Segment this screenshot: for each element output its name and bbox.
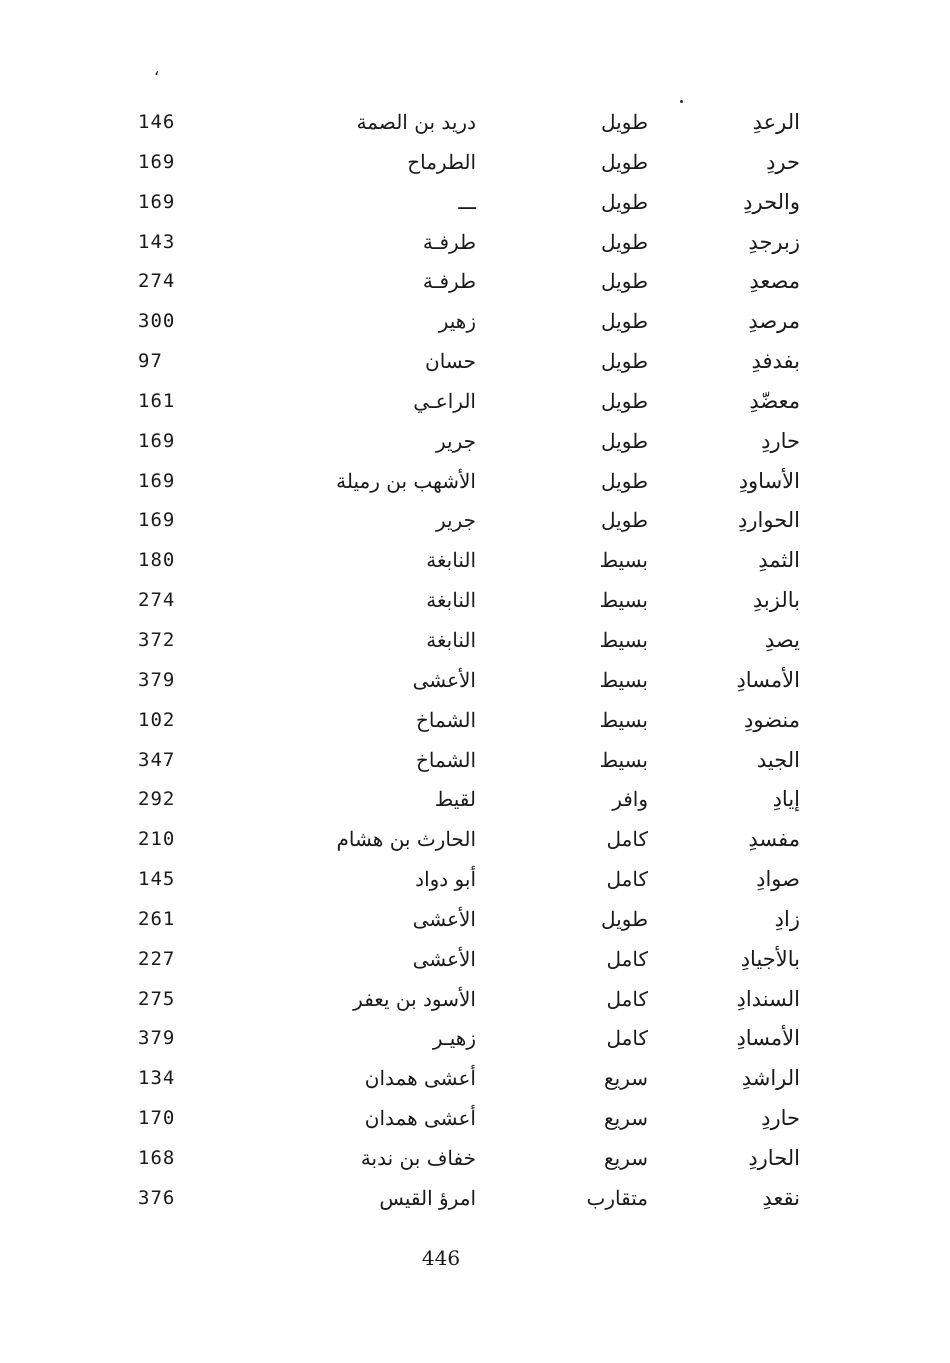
poet-name: طرفـة [422, 229, 476, 254]
meter-name: كامل [606, 827, 648, 852]
poet-name: خفاف بن ندبة [360, 1145, 476, 1170]
page-reference: 274 [138, 270, 176, 293]
rhyme-word: حاردِ [761, 428, 800, 453]
page-number: 446 [421, 1246, 461, 1270]
table-row [0, 421, 950, 461]
table-row [0, 580, 950, 620]
rhyme-word: حردِ [766, 149, 800, 174]
page-reference: 210 [138, 828, 176, 851]
table-row [0, 381, 950, 421]
table-row [0, 700, 950, 740]
page-reference: 292 [138, 788, 176, 811]
meter-name: بسيط [599, 588, 648, 613]
table-row [0, 660, 950, 700]
table-row [0, 939, 950, 979]
table-row [0, 1138, 950, 1178]
poet-name: الشماخ [415, 707, 476, 732]
meter-name: بسيط [599, 667, 648, 692]
rhyme-word: السندادِ [736, 986, 800, 1011]
poet-name: حسان [425, 349, 476, 374]
table-row [0, 1018, 950, 1058]
page-reference: 169 [138, 150, 176, 173]
poet-name: أبو دواد [415, 867, 476, 892]
rhyme-word: مصعدِ [749, 269, 800, 294]
poet-name: الشماخ [415, 747, 476, 772]
page-reference: 275 [138, 987, 176, 1010]
page-reference: 145 [138, 868, 176, 891]
page-reference: 372 [138, 628, 176, 651]
page-reference: 300 [138, 310, 176, 333]
rhyme-index-table [0, 102, 950, 1218]
table-row [0, 1178, 950, 1218]
rhyme-word: الرعدِ [752, 110, 800, 134]
poet-name: دريد بن الصمة [356, 110, 476, 134]
table-row [0, 461, 950, 501]
rhyme-word: الحواردِ [738, 508, 800, 533]
table-row [0, 222, 950, 262]
rhyme-word: الجيد [756, 747, 800, 772]
page-reference: 169 [138, 190, 176, 213]
page-reference: 169 [138, 429, 176, 452]
rhyme-word: إيادِ [772, 787, 800, 812]
rhyme-word: والحردِ [743, 189, 800, 214]
rhyme-word: منضودِ [744, 707, 800, 732]
page-reference: 168 [138, 1146, 176, 1169]
rhyme-word: بالزبدِ [752, 588, 800, 613]
rhyme-word: الراشدِ [741, 1066, 800, 1091]
meter-name: طويل [601, 189, 648, 214]
rhyme-word: بفدفدِ [751, 349, 800, 374]
meter-name: سريع [603, 1106, 648, 1131]
meter-name: طويل [601, 508, 648, 533]
meter-name: كامل [606, 986, 648, 1011]
table-row [0, 819, 950, 859]
poet-name: طرفـة [422, 269, 476, 294]
poet-name: الأعشى [412, 667, 476, 692]
poet-name: الراعـي [413, 388, 476, 413]
meter-name: طويل [601, 428, 648, 453]
page-reference: 347 [138, 748, 176, 771]
page-reference: 376 [138, 1186, 176, 1209]
meter-name: طويل [601, 349, 648, 374]
poet-name: امرؤ القيس [379, 1185, 476, 1210]
rhyme-word: الأمسادِ [736, 667, 800, 692]
rhyme-word: الثمدِ [758, 548, 800, 573]
meter-name: سريع [603, 1145, 648, 1170]
table-row [0, 182, 950, 222]
rhyme-word: الحاردِ [748, 1145, 800, 1170]
page-reference: 134 [138, 1067, 176, 1090]
meter-name: طويل [601, 149, 648, 174]
top-mark: ، [154, 60, 160, 79]
table-row [0, 779, 950, 819]
rhyme-word: حاردِ [761, 1106, 800, 1131]
meter-name: سريع [603, 1066, 648, 1091]
page-reference: 170 [138, 1107, 176, 1130]
page-reference: 161 [138, 389, 176, 412]
rhyme-word: الأمسادِ [736, 1026, 800, 1051]
rhyme-word: نقعدِ [762, 1185, 800, 1210]
table-row [0, 142, 950, 182]
page-reference: 169 [138, 469, 176, 492]
poet-name: الأسود بن يعفر [353, 986, 476, 1011]
page-reference: 379 [138, 1027, 176, 1050]
meter-name: طويل [601, 906, 648, 931]
table-row [0, 1098, 950, 1138]
page-reference: 146 [138, 111, 176, 133]
poet-name: النابغة [426, 548, 476, 573]
poet-name: الأعشى [412, 906, 476, 931]
poet-name: الطرماح [407, 149, 476, 174]
rhyme-word: الأساودِ [738, 468, 800, 493]
poet-name: الأشهب بن رميلة [336, 468, 476, 493]
meter-name: كامل [606, 946, 648, 971]
poet-name: زهير [438, 309, 476, 334]
rhyme-word: زادِ [774, 906, 800, 931]
page-reference: 261 [138, 907, 176, 930]
meter-name: طويل [601, 388, 648, 413]
poet-name: لقيط [434, 787, 476, 812]
poet-name: النابغة [426, 588, 476, 613]
table-row [0, 859, 950, 899]
rhyme-word: معضّدِ [749, 388, 800, 413]
page-reference: 143 [138, 230, 176, 253]
poet-name: الأعشى [412, 946, 476, 971]
table-row [0, 1058, 950, 1098]
page-reference: 102 [138, 708, 176, 731]
poet-name: ـــ [458, 189, 476, 214]
table-row [0, 540, 950, 580]
page-reference: 97 [138, 350, 163, 373]
poet-name: جرير [436, 508, 476, 533]
poet-name: جرير [436, 428, 476, 453]
rhyme-word: صوادِ [756, 867, 800, 892]
page-reference: 274 [138, 589, 176, 612]
poet-name: زهيـر [432, 1026, 476, 1051]
meter-name: كامل [606, 1026, 648, 1051]
meter-name: طويل [601, 309, 648, 334]
page-reference: 379 [138, 668, 176, 691]
table-row [0, 500, 950, 540]
rhyme-word: زبرجدِ [748, 229, 800, 254]
rhyme-word: مرصدِ [748, 309, 800, 334]
rhyme-word: يصدِ [764, 627, 800, 652]
meter-name: كامل [606, 867, 648, 892]
poet-name: أعشى همدان [364, 1106, 476, 1131]
poet-name: النابغة [426, 627, 476, 652]
rhyme-word: مفسدِ [748, 827, 800, 852]
meter-name: بسيط [599, 627, 648, 652]
page-reference: 180 [138, 549, 176, 572]
meter-name: متقارب [586, 1185, 648, 1210]
rhyme-word: بالأجيادِ [740, 946, 800, 971]
page-reference: 169 [138, 509, 176, 532]
table-row [0, 301, 950, 341]
table-row [0, 341, 950, 381]
poet-name: أعشى همدان [364, 1066, 476, 1091]
table-row [0, 899, 950, 939]
meter-name: وافر [612, 787, 648, 812]
page-reference: 227 [138, 947, 176, 970]
meter-name: طويل [601, 229, 648, 254]
meter-name: طويل [601, 110, 648, 134]
table-row [0, 102, 950, 142]
meter-name: بسيط [599, 707, 648, 732]
table-row [0, 740, 950, 780]
table-row [0, 979, 950, 1019]
meter-name: طويل [601, 269, 648, 294]
meter-name: طويل [601, 468, 648, 493]
poet-name: الحارث بن هشام [336, 827, 476, 852]
table-row [0, 261, 950, 301]
table-row [0, 620, 950, 660]
meter-name: بسيط [599, 747, 648, 772]
meter-name: بسيط [599, 548, 648, 573]
